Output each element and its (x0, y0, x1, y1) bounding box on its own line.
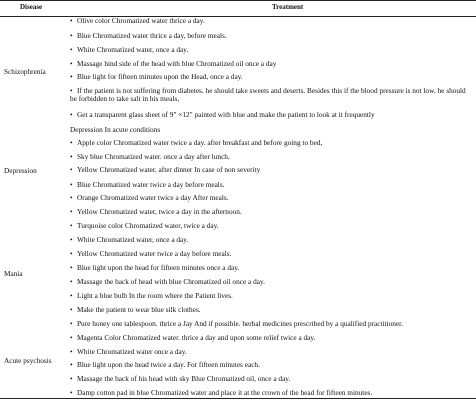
treatment-item: • Massage the back of head with blue Chromatized oil once a day. (70, 278, 265, 286)
treatment-item: • Turquoise color Chromatized water, twice a day. (70, 222, 219, 230)
disease-label: Schizophrenia (4, 67, 46, 76)
treatment-item: • Apple color Chromatized water twice a day. after breakfast and before going to bed, (70, 139, 323, 147)
treatment-item: • Make the patient to wear blue silk clothes. (70, 306, 201, 314)
treatment-item: • Olive color Chromatized water thrice a day. (70, 17, 205, 25)
treatment-item: • Magenta Color Chromatized water. thrice a day and upon some relief twice a day. (70, 334, 316, 342)
treatment-item: • Damp cotton pad in blue Chromatized water and place it at the crown of the head for fifteen minutes. (70, 389, 373, 397)
treatment-item: • Massage the back of his head with sky Blue Chromatized oil, once a day. (70, 375, 291, 383)
treatment-item: • White Chromatized water once a day. (70, 348, 187, 356)
treatment-item: • Blue light upon the head twice a day. For fifteen minutes each. (70, 361, 260, 369)
treatment-item: • White Chromatized water, once a day. (70, 46, 189, 54)
treatment-item: • Light a blue bulb In the room where the Patient lives. (70, 292, 233, 300)
treatment-item: • White Chromatized water, once a day. (70, 236, 189, 244)
treatment-item: • Get a transparent glass sheet of 9" ×12" painted with blue and make the patient to look at it frequently (70, 111, 375, 119)
treatment-item: • Blue Chromatized water twice a day before meals. (70, 181, 225, 189)
treatment-item: • Massage hind side of the head with blue Chromatized oil once a day (70, 60, 277, 68)
disease-label: Mania (4, 269, 23, 278)
header-treatment: Treatment (272, 3, 304, 11)
treatment-item: • Yellow Chromatized water twice a day before meals. (70, 250, 232, 258)
treatment-item: • Blue light upon the head for fifteen minutes once a day. (70, 264, 240, 272)
section-intro: Depression In acute conditions (70, 126, 161, 134)
header-disease: Disease (20, 3, 43, 11)
treatment-item: • Yellow Chromatized water, twice a day in the afternoon. (70, 208, 242, 216)
table-top-rule (0, 0, 476, 1)
table-bottom-rule (0, 398, 476, 399)
treatment-item: • Orange Chromatized water twice a day After meals. (70, 194, 229, 202)
treatment-item: • If the patient is not suffering from diabetes. he should take sweets and deserts. Besides this if the blood pressure is not low. he should be forbidden to take salt in his meals, (70, 87, 466, 104)
disease-label: Acute psychosis (4, 356, 52, 365)
treatment-item: • Sky blue Chromatized water. once a day after lunch, (70, 153, 230, 161)
treatment-item: • Yellow Chromatized water. after dinner In case of non severity (70, 166, 261, 174)
treatment-item: • Pure honey one tablespoon. thrice a Jay And if possible. herbal medicines prescribed by a qualified practitioner. (70, 320, 404, 328)
disease-label: Depression (4, 166, 37, 175)
treatment-item: • Blue Chromatized water thrice a day, before meals. (70, 32, 227, 40)
treatment-item: • Blue light for fifteen minutes upon the Head, once a day. (70, 73, 243, 81)
